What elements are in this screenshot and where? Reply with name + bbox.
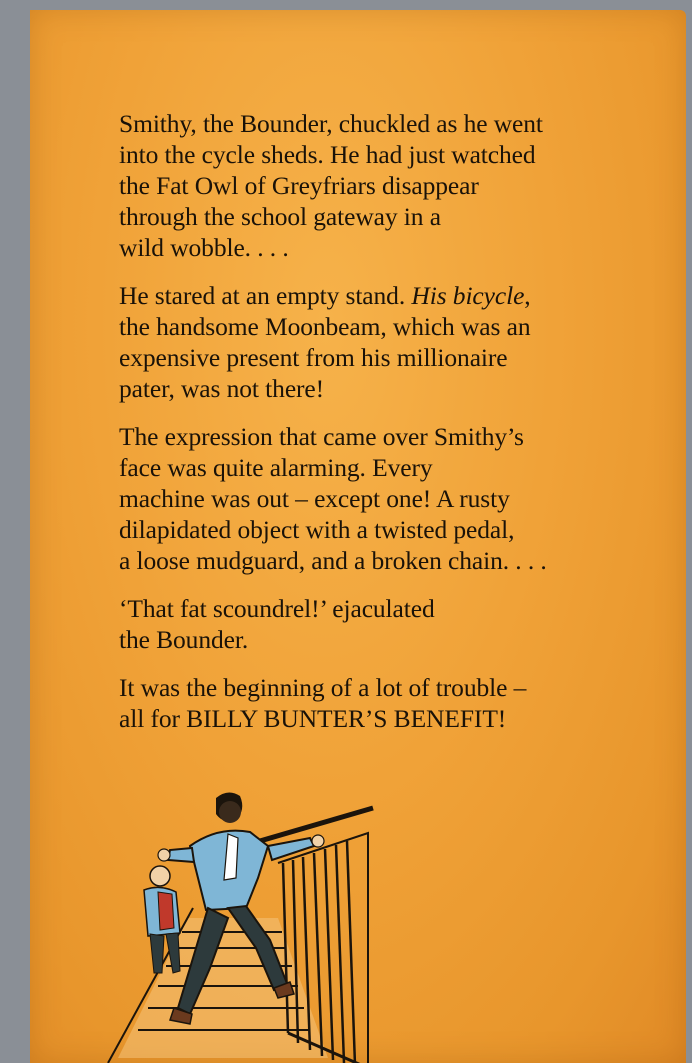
blurb-line: the handsome Moonbeam, which was an xyxy=(119,312,531,341)
blurb-line: all for BILLY BUNTER’S BENEFIT! xyxy=(119,704,507,733)
boy-sliding-down-banister-illustration xyxy=(78,768,378,1063)
blurb-line xyxy=(119,280,639,311)
blurb-paragraph-1 xyxy=(119,108,639,263)
blurb-text-run: He stared at an empty stand. xyxy=(119,281,412,310)
blurb-line: the Fat Owl of Greyfriars disappear xyxy=(119,171,479,200)
blurb-line: a loose mudguard, and a broken chain. . . . xyxy=(119,546,547,575)
blurb-line: The expression that came over Smithy’s xyxy=(119,422,524,451)
blurb-line: the Bounder. xyxy=(119,625,249,654)
blurb-text-run: , xyxy=(524,281,531,310)
blurb-italic-run: His bicycle xyxy=(411,281,525,310)
blurb-line: machine was out – except one! A rusty xyxy=(119,484,510,513)
blurb-line: Smithy, the Bounder, chuckled as he went xyxy=(119,109,543,138)
blurb-line: dilapidated object with a twisted pedal, xyxy=(119,515,515,544)
blurb-paragraph-5 xyxy=(119,672,639,734)
blurb-line: ‘That fat scoundrel!’ ejaculated xyxy=(119,594,435,623)
blurb-line: face was quite alarming. Every xyxy=(119,453,433,482)
blurb-line: expensive present from his millionaire xyxy=(119,343,508,372)
blurb-line: through the school gateway in a xyxy=(119,202,441,231)
blurb-line: pater, was not there! xyxy=(119,374,325,403)
blurb-paragraph-2 xyxy=(119,280,639,404)
book-back-cover xyxy=(30,10,686,1063)
blurb-text xyxy=(119,108,639,751)
blurb-paragraph-3 xyxy=(119,421,639,576)
blurb-paragraph-4 xyxy=(119,593,639,655)
blurb-line: It was the beginning of a lot of trouble – xyxy=(119,673,527,702)
blurb-line: into the cycle sheds. He had just watched xyxy=(119,140,536,169)
background-boy-figure xyxy=(144,866,180,973)
blurb-line: wild wobble. . . . xyxy=(119,233,289,262)
